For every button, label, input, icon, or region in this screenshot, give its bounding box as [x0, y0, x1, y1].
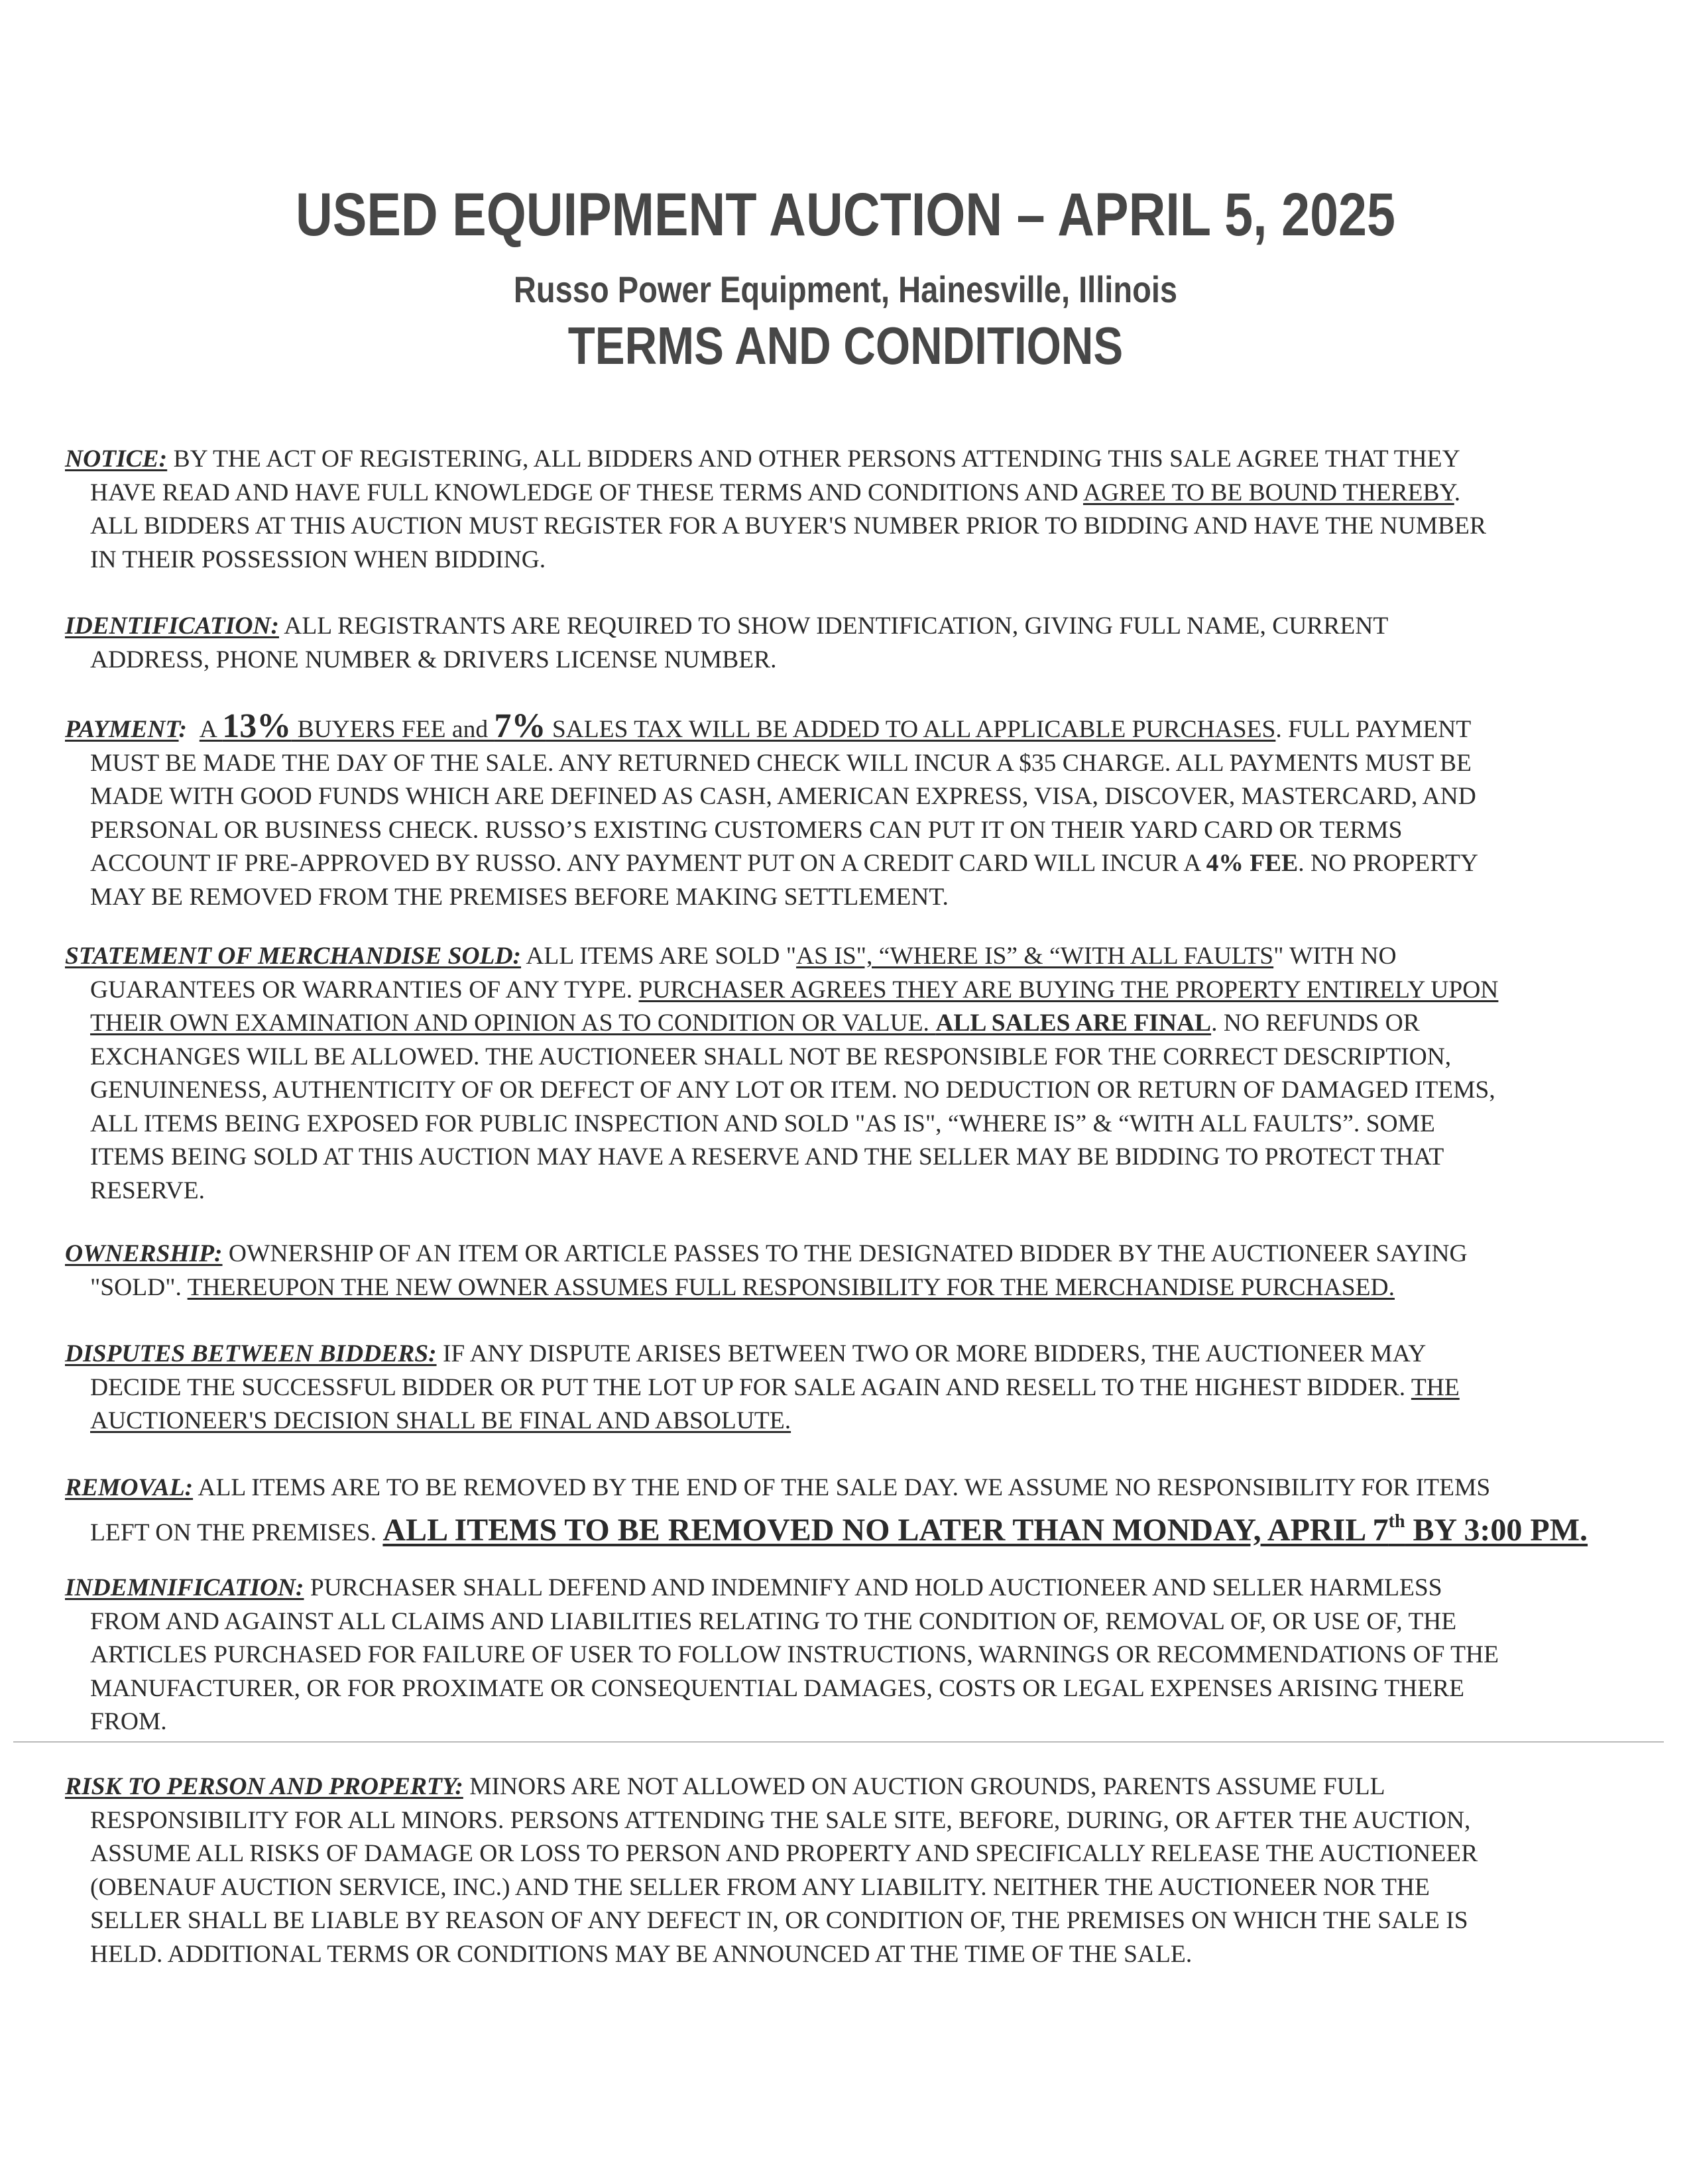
disputes-label: DISPUTES BETWEEN BIDDERS:: [65, 1340, 437, 1367]
merchandise-label: STATEMENT OF MERCHANDISE SOLD:: [65, 943, 522, 970]
identification-text: ADDRESS, PHONE NUMBER & DRIVERS LICENSE NUMBER.: [90, 646, 777, 673]
disputes-text: IF ANY DISPUTE ARISES BETWEEN TWO OR MORE BIDDERS, THE AUCTIONEER MAY: [436, 1340, 1427, 1367]
sales-tax-percent: 7%: [494, 707, 546, 745]
notice-section: [65, 443, 1609, 577]
merchandise-text: . NO REFUNDS OR: [1211, 1009, 1420, 1037]
notice-agree-text: AGREE TO BE BOUND THEREBY: [1082, 479, 1454, 506]
disputes-text: DECIDE THE SUCCESSFUL BIDDER OR PUT THE LOT UP FOR SALE AGAIN AND RESELL TO THE HIGHEST BIDDER.: [90, 1373, 1411, 1401]
ownership-label: OWNERSHIP:: [65, 1240, 223, 1267]
merchandise-text: GENUINENESS, AUTHENTICITY OF OR DEFECT OF ANY LOT OR ITEM. NO DEDUCTION OR RETURN OF DAMAGED ITEMS,: [90, 1076, 1495, 1104]
indemnification-text: FROM.: [90, 1708, 167, 1735]
indemnification-text: PURCHASER SHALL DEFEND AND INDEMNIFY AND HOLD AUCTIONEER AND SELLER HARMLESS: [304, 1574, 1442, 1601]
notice-text: .: [1454, 479, 1461, 506]
risk-text: (OBENAUF AUCTION SERVICE, INC.) AND THE SELLER FROM ANY LIABILITY. NEITHER THE AUCTIONEER NOR THE: [90, 1873, 1430, 1901]
payment-text: ACCOUNT IF PRE-APPROVED BY RUSSO. ANY PAYMENT PUT ON A CREDIT CARD WILL INCUR A: [90, 850, 1206, 877]
identification-section: [65, 610, 1609, 677]
disputes-decision-text: AUCTIONEER'S DECISION SHALL BE FINAL AND ABSOLUTE.: [90, 1407, 791, 1434]
payment-text: BUYERS FEE and: [291, 716, 495, 743]
payment-text: MAY BE REMOVED FROM THE PREMISES BEFORE MAKING SETTLEMENT.: [90, 883, 949, 911]
indemnification-label: INDEMNIFICATION:: [65, 1574, 304, 1601]
ownership-text: OWNERSHIP OF AN ITEM OR ARTICLE PASSES TO THE DESIGNATED BIDDER BY THE AUCTIONEER SAYING: [222, 1240, 1468, 1267]
risk-text: RESPONSIBILITY FOR ALL MINORS. PERSONS ATTENDING THE SALE SITE, BEFORE, DURING, OR AFTER THE AUCTION,: [90, 1806, 1471, 1834]
payment-text: A: [199, 716, 223, 743]
merchandise-text: GUARANTEES OR WARRANTIES OF ANY TYPE.: [90, 976, 639, 1004]
merchandise-text: ALL ITEMS BEING EXPOSED FOR PUBLIC INSPECTION AND SOLD "AS IS", “WHERE IS” & “WITH ALL FAULTS”. SOME: [90, 1110, 1435, 1137]
ownership-text: "SOLD".: [90, 1273, 188, 1301]
document-subtitle: Russo Power Equipment, Hainesville, Illinois: [513, 268, 1178, 310]
payment-text: . FULL PAYMENT: [1275, 716, 1472, 743]
removal-text: ALL ITEMS ARE TO BE REMOVED BY THE END OF THE SALE DAY. WE ASSUME NO RESPONSIBILITY FOR ITEMS: [193, 1474, 1491, 1501]
merchandise-section: [65, 940, 1609, 1208]
removal-label: REMOVAL:: [65, 1474, 194, 1501]
indemnification-section: [65, 1572, 1609, 1739]
as-is-text: AS IS", “WHERE IS” & “WITH ALL FAULTS: [796, 943, 1274, 970]
payment-text: . NO PROPERTY: [1298, 850, 1478, 877]
payment-text: MUST BE MADE THE DAY OF THE SALE. ANY RETURNED CHECK WILL INCUR A $35 CHARGE. ALL PAYMENTS MUST BE: [90, 749, 1472, 777]
payment-text: SALES TAX WILL BE ADDED TO ALL APPLICABLE PURCHASES: [546, 716, 1276, 743]
risk-text: SELLER SHALL BE LIABLE BY REASON OF ANY DEFECT IN, OR CONDITION OF, THE PREMISES ON WHICH THE SALE IS: [90, 1907, 1468, 1934]
notice-text: HAVE READ AND HAVE FULL KNOWLEDGE OF THESE TERMS AND CONDITIONS AND: [90, 479, 1083, 506]
merchandise-text: ALL ITEMS ARE SOLD ": [521, 943, 797, 970]
identification-label: IDENTIFICATION:: [65, 612, 279, 640]
document-title: USED EQUIPMENT AUCTION – APRIL 5, 2025: [295, 181, 1396, 249]
removal-deadline-time: BY 3:00 PM.: [1405, 1512, 1588, 1548]
removal-text: LEFT ON THE PREMISES.: [90, 1519, 383, 1546]
credit-card-fee: 4% FEE: [1206, 850, 1299, 877]
removal-deadline-suffix: th: [1388, 1511, 1405, 1532]
disputes-decision-text: THE: [1411, 1373, 1460, 1401]
risk-text: HELD. ADDITIONAL TERMS OR CONDITIONS MAY BE ANNOUNCED AT THE TIME OF THE SALE.: [90, 1940, 1193, 1968]
risk-label: RISK TO PERSON AND PROPERTY:: [65, 1773, 463, 1800]
payment-text: MADE WITH GOOD FUNDS WHICH ARE DEFINED AS CASH, AMERICAN EXPRESS, VISA, DISCOVER, MASTERCARD, AND: [90, 783, 1476, 810]
notice-text: BY THE ACT OF REGISTERING, ALL BIDDERS AND OTHER PERSONS ATTENDING THIS SALE AGREE THAT THEY: [167, 445, 1460, 473]
removal-deadline-text: ALL ITEMS TO BE REMOVED NO LATER THAN MONDAY, APRIL 7: [382, 1512, 1389, 1548]
identification-text: ALL REGISTRANTS ARE REQUIRED TO SHOW IDENTIFICATION, GIVING FULL NAME, CURRENT: [278, 612, 1389, 640]
payment-label-colon: :: [178, 716, 188, 743]
payment-section: [65, 707, 1609, 914]
terms-heading: TERMS AND CONDITIONS: [567, 316, 1124, 375]
payment-label: PAYMENT: [65, 716, 179, 743]
indemnification-text: ARTICLES PURCHASED FOR FAILURE OF USER TO FOLLOW INSTRUCTIONS, WARNINGS OR RECOMMENDATIONS OF THE: [90, 1641, 1499, 1668]
merchandise-text: RESERVE.: [90, 1177, 205, 1204]
notice-label: NOTICE:: [65, 445, 168, 473]
ownership-responsibility-text: THEREUPON THE NEW OWNER ASSUMES FULL RESPONSIBILITY FOR THE MERCHANDISE PURCHASED.: [187, 1273, 1395, 1301]
notice-text: IN THEIR POSSESSION WHEN BIDDING.: [90, 546, 546, 573]
payment-text: PERSONAL OR BUSINESS CHECK. RUSSO’S EXISTING CUSTOMERS CAN PUT IT ON THEIR YARD CARD OR TERMS: [90, 816, 1403, 844]
indemnification-text: FROM AND AGAINST ALL CLAIMS AND LIABILITIES RELATING TO THE CONDITION OF, REMOVAL OF, OR USE OF, THE: [90, 1607, 1457, 1635]
risk-text: ASSUME ALL RISKS OF DAMAGE OR LOSS TO PERSON AND PROPERTY AND SPECIFICALLY RELEASE THE AUCTIONEER: [90, 1840, 1478, 1867]
notice-text: ALL BIDDERS AT THIS AUCTION MUST REGISTER FOR A BUYER'S NUMBER PRIOR TO BIDDING AND HAVE THE NUMBER: [90, 512, 1486, 540]
merchandise-text: " WITH NO: [1273, 943, 1397, 970]
scan-divider-line: [13, 1741, 1664, 1743]
merchandise-text: ITEMS BEING SOLD AT THIS AUCTION MAY HAVE A RESERVE AND THE SELLER MAY BE BIDDING TO PROTECT THAT: [90, 1143, 1444, 1171]
buyers-fee-percent: 13%: [222, 707, 292, 745]
indemnification-text: MANUFACTURER, OR FOR PROXIMATE OR CONSEQUENTIAL DAMAGES, COSTS OR LEGAL EXPENSES ARISING THERE: [90, 1674, 1465, 1702]
merchandise-text: THEIR OWN EXAMINATION AND OPINION AS TO CONDITION OR VALUE.: [90, 1009, 936, 1037]
risk-text: MINORS ARE NOT ALLOWED ON AUCTION GROUNDS, PARENTS ASSUME FULL: [463, 1773, 1385, 1800]
ownership-section: [65, 1237, 1609, 1304]
all-sales-final-text: ALL SALES ARE FINAL: [935, 1009, 1212, 1037]
purchaser-agrees-text: PURCHASER AGREES THEY ARE BUYING THE PROPERTY ENTIRELY UPON: [638, 976, 1499, 1004]
removal-section: [65, 1471, 1609, 1550]
risk-section: [65, 1770, 1609, 1971]
disputes-section: [65, 1338, 1609, 1438]
merchandise-text: EXCHANGES WILL BE ALLOWED. THE AUCTIONEER SHALL NOT BE RESPONSIBLE FOR THE CORRECT DESCRIPTION,: [90, 1043, 1452, 1070]
